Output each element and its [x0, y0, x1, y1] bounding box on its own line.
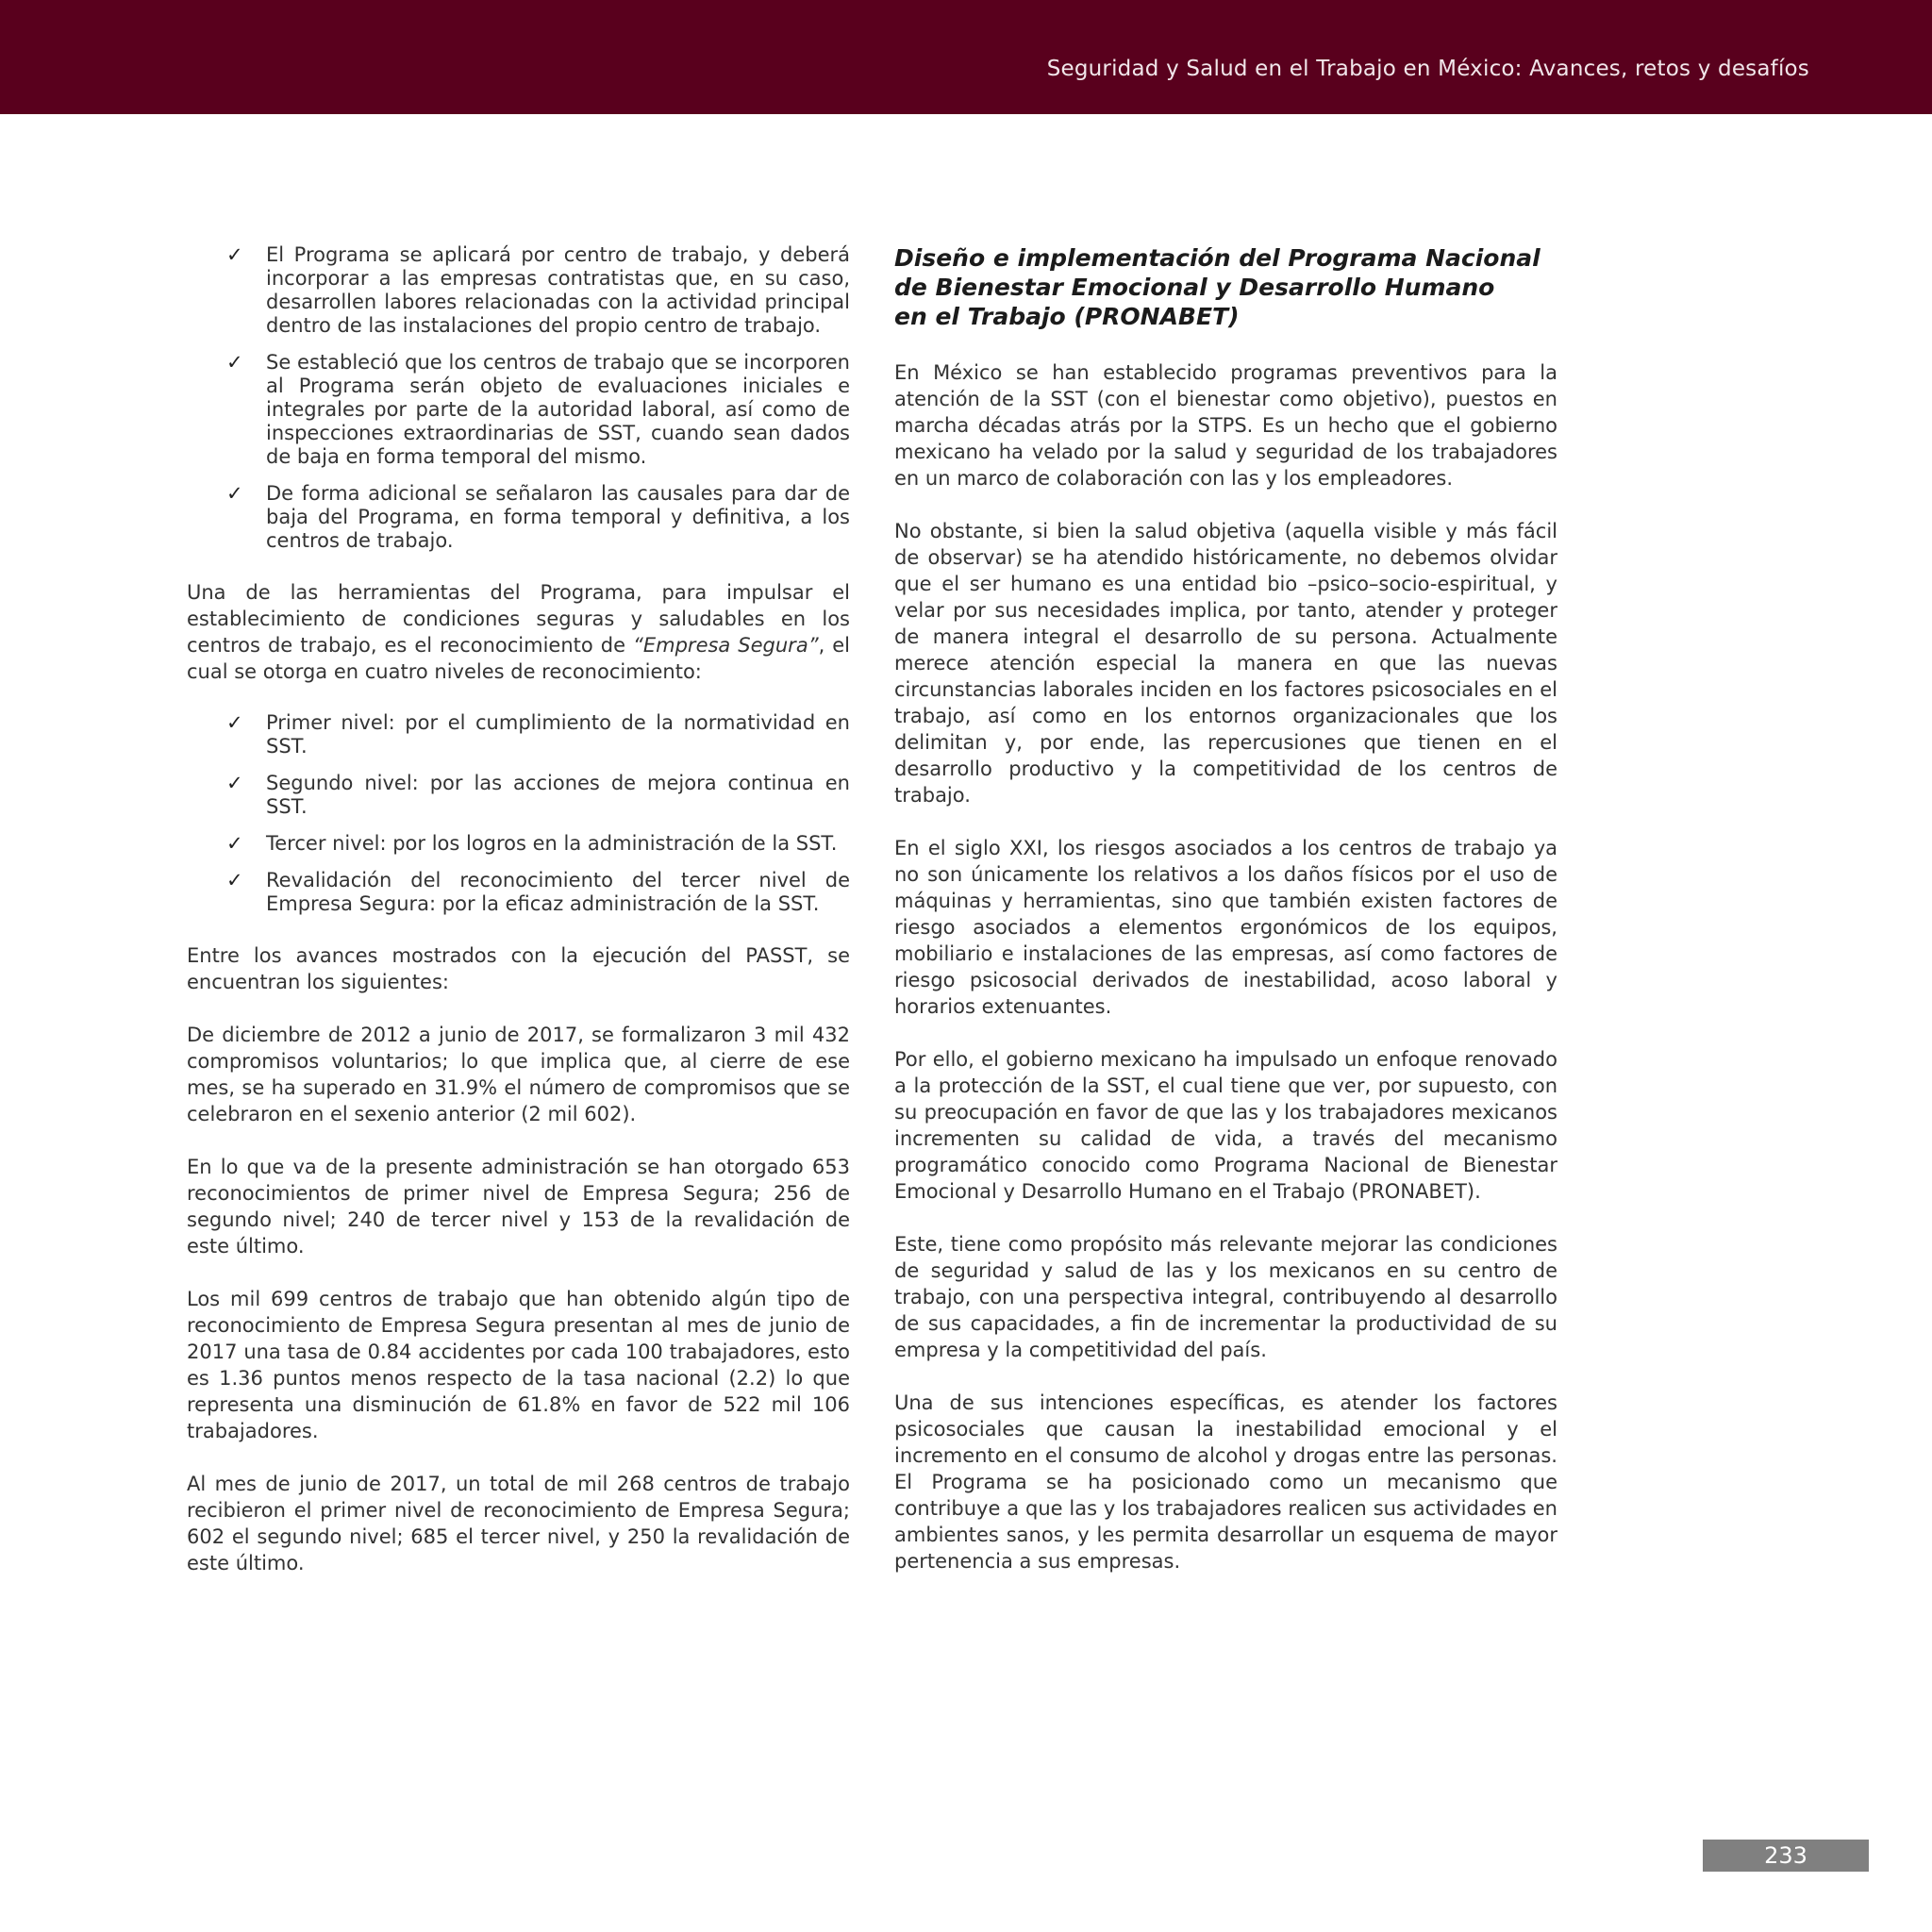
section-title: Diseño e implementación del Programa Nacional de Bienestar Emocional y Desarrollo Humano en el Trabajo (PRONABET): [894, 244, 1541, 330]
list-item: ✓ Se estableció que los centros de trabajo que se incorporen al Programa serán objeto de evaluaciones iniciales e integrales por parte de la autoridad laboral, así como de inspecciones extraordinarias de SST, cuando sean dados de baja en forma temporal del mismo.: [226, 351, 850, 468]
checkmark-icon: ✓: [226, 711, 243, 734]
program-rules-list: [187, 243, 850, 553]
paragraph-tools: Una de las herramientas del Programa, para impulsar el establecimiento de condiciones seguras y saludables en los centros de trabajo, es el reconocimiento de “Empresa Segura”, el cual se otorga en cuatro niveles de reconocimiento:: [187, 581, 851, 683]
paragraph: Por ello, el gobierno mexicano ha impulsado un enfoque renovado a la protección de la SST, el cual tiene que ver, por supuesto, con su preocupación en favor de que las y los trabajadores mexicanos incrementen su calidad de vida, a través del mecanismo programático conocido como Programa Nacional de Bienestar Emocional y Desarrollo Humano en el Trabajo (PRONABET).: [894, 1048, 1557, 1203]
checkmark-icon: ✓: [226, 772, 243, 794]
checkmark-icon: ✓: [226, 243, 243, 266]
paragraph: Al mes de junio de 2017, un total de mil 268 centros de trabajo recibieron el primer nivel de reconocimiento de Empresa Segura; 602 el segundo nivel; 685 el tercer nivel, y 250 la revalidación de este último.: [187, 1473, 850, 1574]
paragraph: En lo que va de la presente administración se han otorgado 653 reconocimientos de primer nivel de Empresa Segura; 256 de segundo nivel; 240 de tercer nivel y 153 de la revalidación de este último.: [187, 1156, 850, 1257]
paragraph: En el siglo XXI, los riesgos asociados a los centros de trabajo ya no son únicamente los relativos a los daños físicos por el uso de máquinas y herramientas, sino que también existen factores de riesgo asociados a elementos ergonómicos de los equipos, mobiliario e instalaciones de las empresas, así como factores de riesgo psicosocial derivados de inestabilidad, acoso laboral y horarios extenuantes.: [894, 837, 1557, 1018]
list-item: ✓ Tercer nivel: por los logros en la administración de la SST.: [226, 832, 838, 855]
list-item: ✓ De forma adicional se señalaron las causales para dar de baja del Programa, en forma temporal y definitiva, a los centros de trabajo.: [226, 482, 850, 552]
left-column: [187, 243, 850, 1603]
paragraph: No obstante, si bien la salud objetiva (aquella visible y más fácil de observar) se ha atendido históricamente, no debemos olvidar que el ser humano es una entidad bio –psico–socio-espiritual, y velar por sus necesidades implica, por tanto, atender y proteger de manera integral el desarrollo de su persona. Actualmente merece atención especial la manera en que las nuevas circunstancias laborales inciden en los factores psicosociales en el trabajo, así como en los entornos organizacionales que los delimitan y, por ende, las repercusiones que tienen en el desarrollo productivo y la competitividad de los centros de trabajo.: [894, 520, 1557, 807]
running-header-title: Seguridad y Salud en el Trabajo en México: Avances, retos y desafíos: [1046, 57, 1809, 81]
checkmark-icon: ✓: [226, 832, 243, 855]
header-band: [0, 0, 1932, 114]
list-item: ✓ Segundo nivel: por las acciones de mejora continua en SST.: [226, 772, 850, 818]
list-item: ✓ Revalidación del reconocimiento del tercer nivel de Empresa Segura: por la eficaz administración de la SST.: [226, 869, 850, 915]
page-number: 233: [1703, 1840, 1869, 1872]
paragraph: Una de sus intenciones específicas, es atender los factores psicosociales que causan la inestabilidad emocional y el incremento en el consumo de alcohol y drogas entre las personas. El Programa se ha posicionado como un mecanismo que contribuye a que las y los trabajadores realicen sus actividades en ambientes sanos, y les permita desarrollar un esquema de mayor pertenencia a sus empresas.: [894, 1391, 1557, 1573]
right-column: [894, 243, 1557, 1601]
paragraph: De diciembre de 2012 a junio de 2017, se formalizaron 3 mil 432 compromisos voluntarios; lo que implica que, al cierre de ese mes, se ha superado en 31.9% el número de compromisos que se celebraron en el sexenio anterior (2 mil 602).: [187, 1024, 850, 1125]
checkmark-icon: ✓: [226, 482, 243, 505]
paragraph: Los mil 699 centros de trabajo que han obtenido algún tipo de reconocimiento de Empresa Segura presentan al mes de junio de 2017 una tasa de 0.84 accidentes por cada 100 trabajadores, esto es 1.36 puntos menos respecto de la tasa nacional (2.2) lo que representa una disminución de 61.8% en favor de 522 mil 106 trabajadores.: [187, 1288, 850, 1442]
paragraph: En México se han establecido programas preventivos para la atención de la SST (con el bienestar como objetivo), puestos en marcha décadas atrás por la STPS. Es un hecho que el gobierno mexicano ha velado por la salud y seguridad de los trabajadores en un marco de colaboración con las y los empleadores.: [894, 361, 1557, 490]
list-item: ✓ El Programa se aplicará por centro de trabajo, y deberá incorporar a las empresas contratistas que, en su caso, desarrollen labores relacionadas con la actividad principal dentro de las instalaciones del propio centro de trabajo.: [226, 243, 850, 337]
checkmark-icon: ✓: [226, 351, 243, 374]
checkmark-icon: ✓: [226, 869, 243, 891]
paragraph: Este, tiene como propósito más relevante mejorar las condiciones de seguridad y salud de las y los mexicanos en su centro de trabajo, con una perspectiva integral, contribuyendo al desarrollo de sus capacidades, a fin de incrementar la productividad de su empresa y la competitividad del país.: [894, 1233, 1557, 1361]
paragraph: Entre los avances mostrados con la ejecución del PASST, se encuentran los siguientes:: [187, 944, 850, 993]
list-item: ✓ Primer nivel: por el cumplimiento de la normatividad en SST.: [226, 711, 850, 758]
recognition-levels-list: [187, 711, 850, 916]
